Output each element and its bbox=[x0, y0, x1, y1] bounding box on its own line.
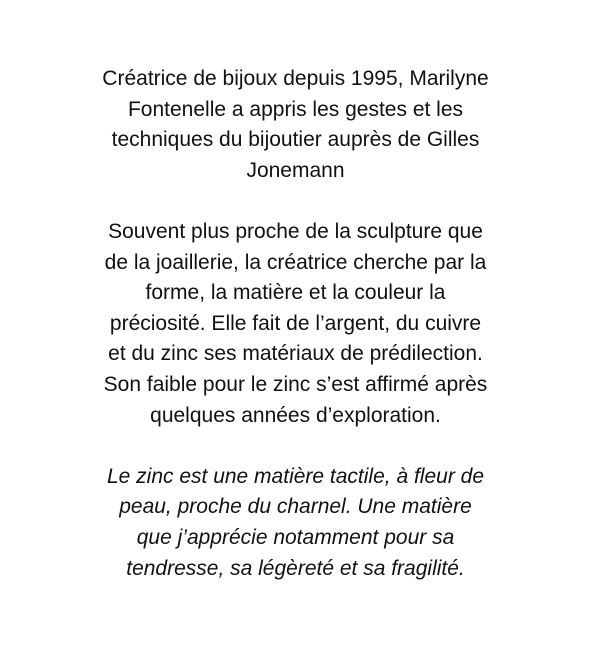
style-line: forme, la matière et la couleur la bbox=[145, 281, 446, 305]
style-line: quelques années d’exploration. bbox=[150, 403, 441, 427]
bio-paragraph bbox=[40, 64, 551, 186]
paragraph-spacer bbox=[40, 186, 551, 217]
artist-text-block bbox=[0, 64, 591, 584]
style-paragraph bbox=[40, 217, 551, 431]
style-line: de la joaillerie, la créatrice cherche par la bbox=[104, 250, 487, 274]
bio-line: Jonemann bbox=[246, 158, 345, 182]
quote-line: Le zinc est une matière tactile, à fleur de bbox=[106, 464, 485, 488]
bio-line: techniques du bijoutier auprès de Gilles bbox=[111, 128, 480, 152]
style-line: Son faible pour le zinc s’est affirmé après bbox=[103, 372, 488, 396]
bio-line: Créatrice de bijoux depuis 1995, Marilyne bbox=[102, 67, 489, 90]
style-line: et du zinc ses matériaux de prédilection. bbox=[108, 342, 483, 366]
quote-line: peau, proche du charnel. Une matière bbox=[119, 495, 472, 519]
bio-line: Fontenelle a appris les gestes et les bbox=[127, 97, 464, 121]
style-line: Souvent plus proche de la sculpture que bbox=[108, 219, 483, 243]
style-line: préciosité. Elle fait de l’argent, du cuivre bbox=[109, 311, 482, 335]
paragraph-spacer bbox=[40, 431, 551, 462]
quote-line: tendresse, sa légèreté et sa fragilité. bbox=[126, 556, 465, 580]
quote-line: que j’apprécie notamment pour sa bbox=[136, 525, 455, 549]
quote-paragraph bbox=[40, 462, 551, 584]
